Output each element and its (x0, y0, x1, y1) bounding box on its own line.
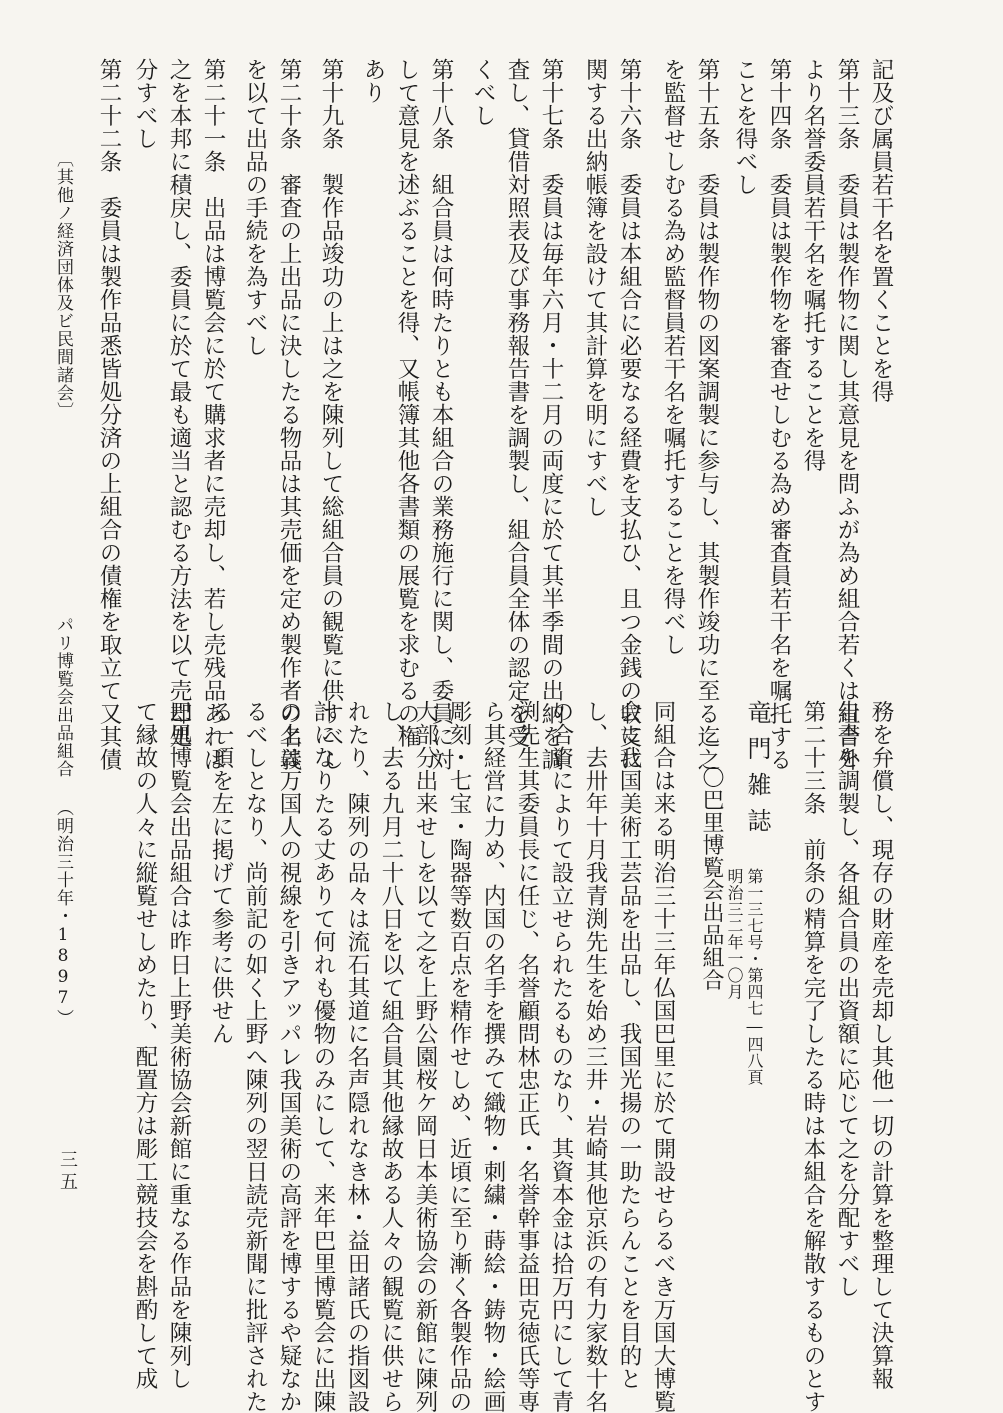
source-date: 明治三二年一〇月 (725, 868, 744, 1000)
article-subtitle: 〇巴里博覧会出品組合 (699, 766, 724, 991)
text-column: 彫刻・七宝・陶器等数百点を精作せしめ、近頃に至り漸く各製作品の (446, 700, 472, 1413)
article-title: 竜門雑誌 (743, 700, 771, 844)
text-column: ことを得べし (732, 58, 758, 196)
text-column: 第二十二条 委員は製作品悉皆処分済の上組合の債権を取立て又其債 (96, 58, 122, 771)
text-column: 査し、貸借対照表及び事務報告書を調製し、組合員全体の認定を受 (504, 58, 530, 748)
text-column: を以て出品の手続を為すべし (242, 58, 268, 357)
text-column: 務を弁償し、現存の財産を売却し其他一切の計算を整理して決算報 (868, 700, 894, 1390)
text-column: 巴里博覧会出品組合は昨日上野美術協会新館に重なる作品を陳列し (166, 700, 192, 1390)
text-column: る一項を左に掲げて参考に供せん (208, 700, 234, 1045)
text-column: 大部分出来せしを以て之を上野公園桜ケ岡日本美術協会の新館に陳列 (412, 700, 438, 1413)
text-column: あり (360, 58, 386, 104)
text-column: 第十四条 委員は製作物を審査せしむる為め審査員若干名を嘱托する (766, 58, 792, 771)
text-column: 第十六条 委員は本組合に必要なる経費を支払ひ、且つ金銭の収支に (616, 58, 642, 771)
text-column: 第十七条 委員は毎年六月・十二月の両度に於て其半季間の出納を調 (538, 58, 564, 771)
text-column: 計になりたる丈ありて何れも優物のみにして、来年巴里博覧会に出陳 (310, 700, 336, 1413)
text-column: 分すべし (132, 58, 158, 150)
text-column: し、去卅年十月我青渕先生を始め三井・岩崎其他京浜の有力家数十名 (582, 700, 608, 1413)
text-column: を監督せしむる為め監督員若干名を嘱托することを得べし (660, 58, 686, 656)
text-column: ら其経営に力め、内国の名手を撰みて織物・刺繍・蒔絵・鋳物・絵画 (480, 700, 506, 1413)
text-column: 第十五条 委員は製作物の図案調製に参与し、其製作竣功に至る迄之 (694, 58, 720, 771)
text-column: 渕先生其委員長に任じ、名誉顧問林忠正氏・名誉幹事益田克徳氏等専 (514, 700, 540, 1413)
text-column: より名誉委員若干名を嘱托することを得 (800, 58, 826, 472)
text-column: 第十三条 委員は製作物に関し其意見を問ふが為め組合若くは組合外 (834, 58, 860, 771)
header-section: 〔其他ノ経済団体及ビ民間諸会〕 (53, 150, 73, 420)
text-column: くべし (470, 58, 496, 127)
text-column: 第二十一条 出品は博覧会に於て購求者に売却し、若し売残品あれば (200, 58, 226, 771)
article-source (744, 868, 764, 1086)
text-column: 記及び属員若干名を置くことを得 (868, 58, 894, 403)
text-column: 告書を調製し、各組合員の出資額に応じて之を分配すべし (834, 700, 860, 1298)
text-column: 第二十三条 前条の精算を完了したる時は本組合を解散するものとす (800, 700, 826, 1413)
text-column: 同組合は来る明治三十三年仏国巴里に於て開設せらるべき万国大博覧 (650, 700, 676, 1413)
text-column: て縁故の人々に縦覧せしめたり、配置方は彫工競技会を斟酌して成 (132, 700, 158, 1390)
running-header (46, 150, 80, 1027)
text-column: 之を本邦に積戻し、委員に於て最も適当と認むる方法を以て売却処 (166, 58, 192, 748)
text-column: 第十九条 製作品竣功の上は之を陳列して総組合員の観覧に供すべし (318, 58, 344, 771)
text-column: の合資によりて設立せられたるものなり、其資本金は拾万円にして青 (548, 700, 574, 1413)
text-column: 会に我国美術工芸品を出品し、我国光揚の一助たらんことを目的と (616, 700, 642, 1390)
text-column: 関する出納帳簿を設けて其計算を明にすべし (582, 58, 608, 518)
source-issue: 第一三七号・第四七―四八頁 (745, 868, 764, 1086)
header-title: パリ博覧会出品組合 (53, 616, 73, 778)
text-column: るべしとなり、尚前記の如く上野へ陳列の翌日読売新聞に批評された (242, 700, 268, 1413)
text-column: れたり、陳列の品々は流石其道に名声隠れなき林・益田諸氏の指図設 (344, 700, 370, 1413)
text-column: 第二十条 審査の上出品に決したる物品は其売価を定め製作者の名義 (276, 58, 302, 771)
text-column: の上は万国人の視線を引きアッパレ我国美術の高評を博するや疑なか (276, 700, 302, 1413)
text-column: 第十八条 組合員は何時たりとも本組合の業務施行に関し、委員に対 (428, 58, 454, 771)
text-column: して意見を述ぶることを得、又帳簿其他各書類の展覧を求むるの権 (394, 58, 420, 748)
text-column: し、去る九月二十八日を以て組合員其他縁故ある人々の観覧に供せら (378, 700, 404, 1413)
header-date: （明治三十年・1897） (53, 799, 73, 1027)
page-number: 三五 (57, 1150, 78, 1194)
